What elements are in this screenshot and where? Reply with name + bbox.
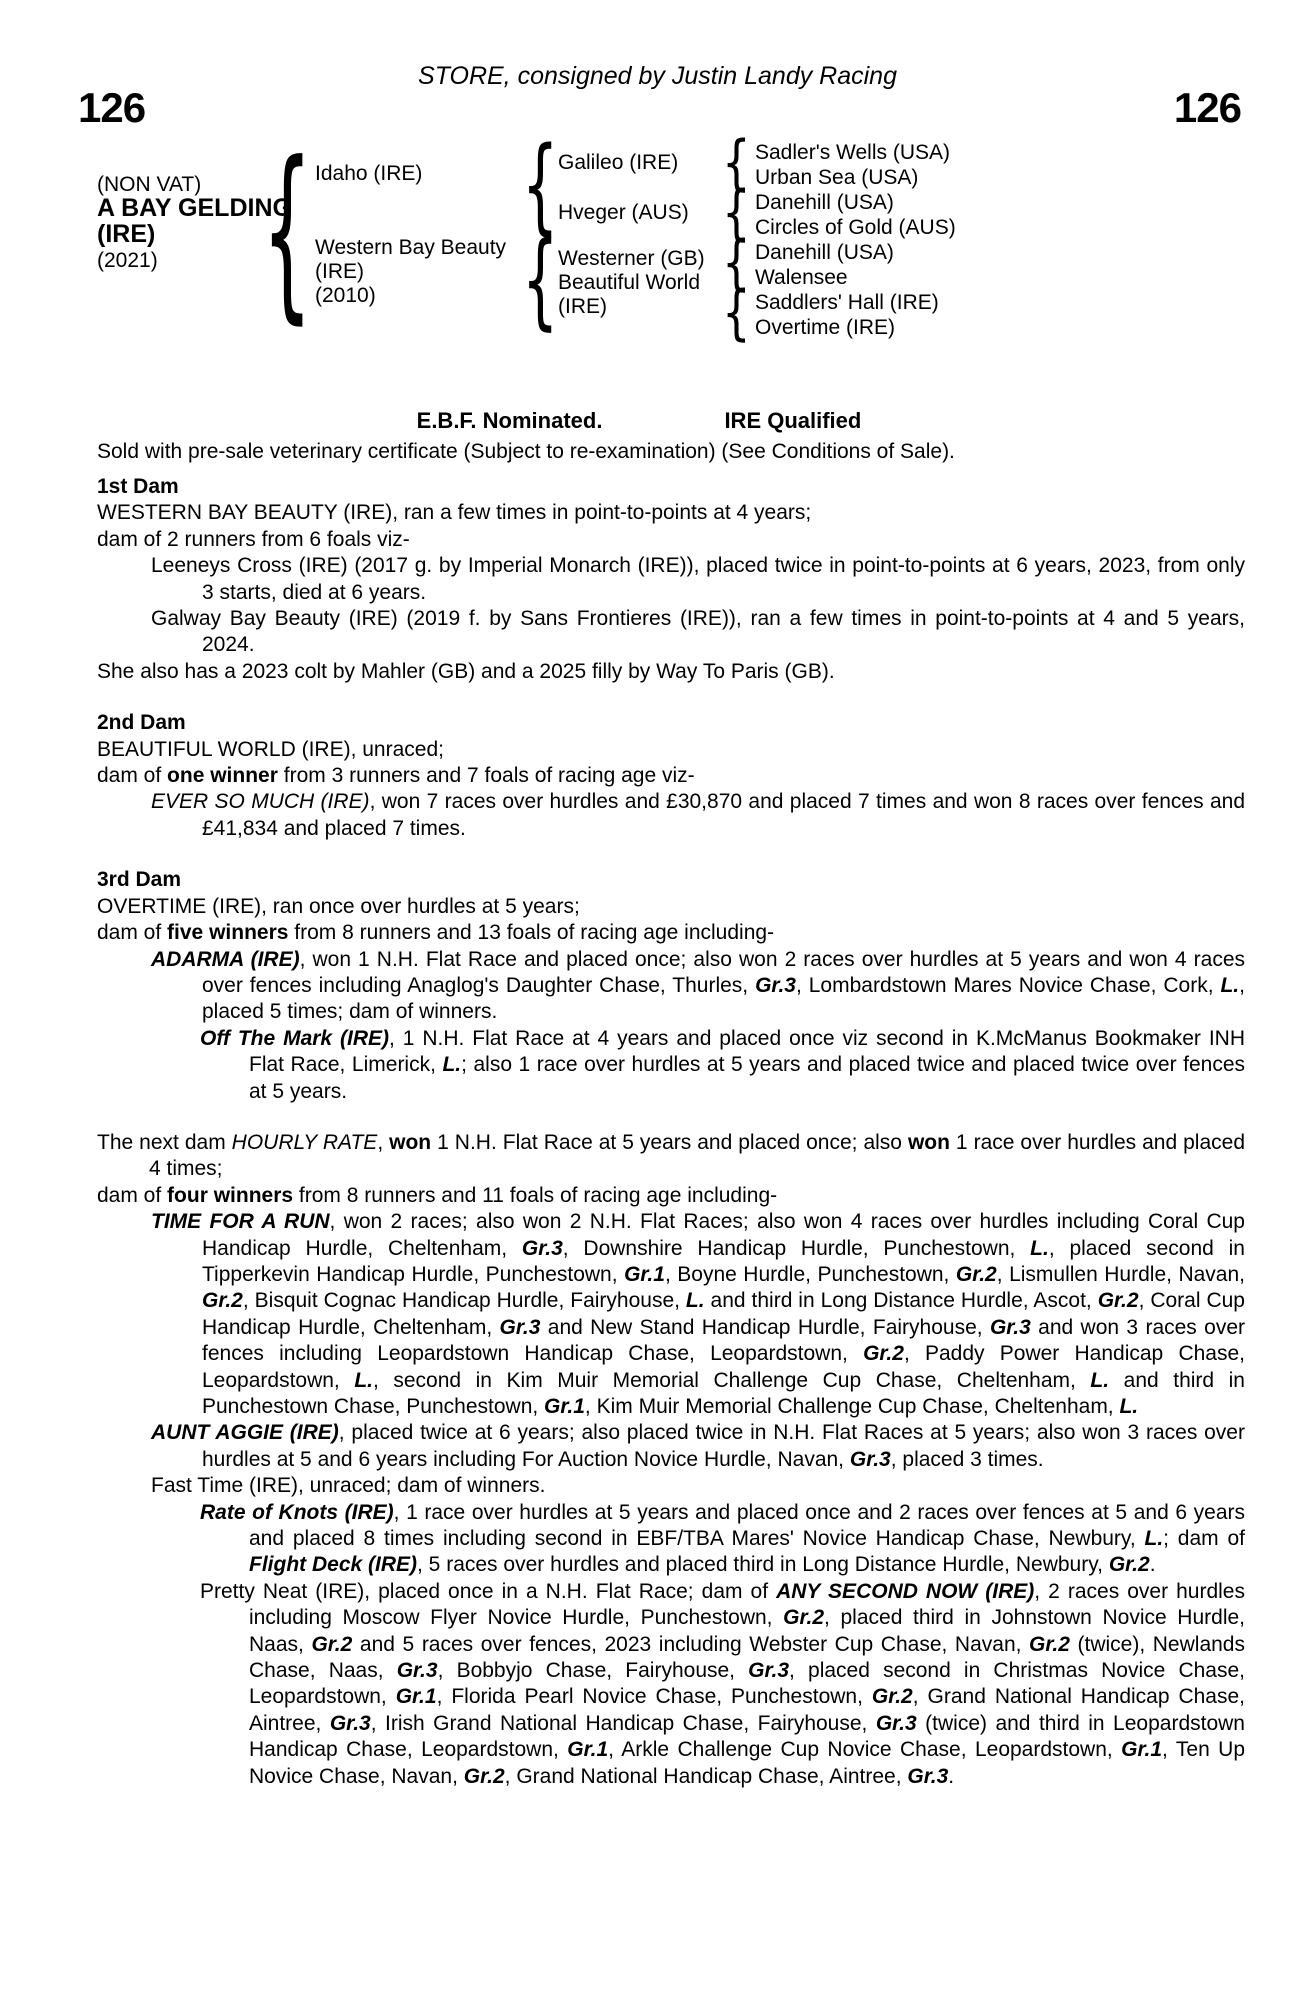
text-run: Gr.3 — [329, 1711, 371, 1735]
section-heading: 1st Dam — [97, 475, 179, 498]
text-run: L. — [685, 1289, 705, 1313]
text-run: She also has a 2023 colt by Mahler (GB) and a 2025 filly by Way To Paris (GB). — [97, 659, 835, 683]
text-run: Gr.2 — [871, 1685, 913, 1709]
text-run: , 5 races over hurdles and placed third in Long Distance Hurdle, Newbury, — [417, 1553, 1109, 1577]
pedigree-entry: (IRE) — [558, 295, 607, 318]
text-run: , Grand National Handicap Chase, Aintree, — [249, 1685, 1245, 1735]
lot-number-left: 126 — [78, 84, 146, 131]
text-run: L. — [1144, 1527, 1164, 1551]
text-run: The next dam — [97, 1130, 232, 1154]
pedigree-paragraph — [97, 1026, 1245, 1105]
pedigree-dam: Western Bay Beauty — [315, 236, 507, 259]
text-run: dam of — [97, 921, 168, 945]
text-run: Gr.3 — [521, 1236, 563, 1260]
text-run: Flight Deck (IRE) — [249, 1553, 418, 1577]
text-run: Gr.1 — [567, 1738, 609, 1762]
text-run: Gr.3 — [989, 1315, 1031, 1339]
text-run: , Lombardstown Mares Novice Chase, Cork, — [795, 973, 1221, 997]
text-run: ; dam of — [1163, 1527, 1245, 1551]
text-run: , 2 races over hurdles including Moscow Flyer Novice Hurdle, Punchestown, — [249, 1579, 1245, 1630]
text-run: 1 N.H. Flat Race at 5 years and placed once; also — [431, 1130, 908, 1154]
text-run: and New Stand Handicap Hurdle, Fairyhouse, — [540, 1315, 990, 1339]
text-run: , placed 3 times. — [890, 1447, 1044, 1471]
text-run: four winners — [167, 1183, 294, 1207]
horse-name: A BAY GELDING — [97, 194, 292, 222]
text-run: Gr.3 — [875, 1711, 917, 1735]
pedigree-paragraph — [97, 920, 1245, 946]
text-run: , placed second in Christmas Novice Chase, Leopardstown, — [249, 1659, 1245, 1709]
pedigree-paragraph — [97, 606, 1245, 659]
text-run: one winner — [167, 764, 278, 788]
text-run: Gr.2 — [311, 1632, 353, 1656]
text-run: Gr.2 — [1108, 1553, 1150, 1577]
brace-icon: { — [722, 128, 751, 198]
text-run: , won 1 N.H. Flat Race and placed once; also won 2 races over hurdles at 5 years and won 4 races over fences including Anaglog's Daughter Chase, Thurles, — [202, 947, 1245, 997]
pedigree-paragraph — [97, 1130, 1245, 1183]
text-run: and 5 races over fences, 2023 including Webster Cup Chase, Navan, — [352, 1632, 1030, 1656]
text-run: BEAUTIFUL WORLD (IRE), unraced; — [97, 737, 444, 761]
text-run: Leeneys Cross (IRE) (2017 g. by Imperial Monarch (IRE)), placed twice in point-to-points at 6 years, 2023, from only 3 starts, died at 6 years. — [151, 554, 1245, 604]
pedigree-paragraph — [97, 1183, 1245, 1209]
brace-icon: { — [262, 122, 313, 341]
text-run: , Downshire Handicap Hurdle, Punchestown, — [562, 1236, 1031, 1260]
pedigree-paragraph — [97, 763, 1245, 789]
text-run: dam of — [97, 764, 168, 788]
ebf-nominated-label: E.B.F. Nominated. — [416, 408, 603, 433]
text-run: dam of 2 runners from 6 foals viz- — [97, 527, 410, 551]
pedigree-entry: Walensee — [755, 266, 848, 289]
text-run: EVER SO MUCH (IRE) — [151, 790, 370, 814]
text-run: Gr.2 — [955, 1262, 997, 1286]
text-run: , — [377, 1130, 390, 1154]
text-run: , Coral Cup Handicap Hurdle, Cheltenham, — [202, 1289, 1245, 1339]
text-run: L. — [354, 1368, 373, 1392]
text-run: Off The Mark (IRE) — [200, 1026, 390, 1050]
ire-qualified-label: IRE Qualified — [724, 408, 862, 433]
text-run: WESTERN BAY BEAUTY (IRE), ran a few times in point-to-points at 4 years; — [97, 501, 812, 525]
text-run: ANY SECOND NOW (IRE) — [776, 1579, 1035, 1603]
pedigree-paragraph — [97, 553, 1245, 606]
pedigree-paragraph — [97, 1209, 1245, 1420]
text-run: , Lismullen Hurdle, Navan, — [996, 1262, 1245, 1286]
pedigree-entry: Circles of Gold (AUS) — [755, 216, 956, 239]
text-run: Gr.3 — [849, 1447, 891, 1471]
text-run: five winners — [167, 921, 289, 945]
qualification-row — [65, 408, 1213, 434]
text-run: Pretty Neat (IRE), placed once in a N.H. Flat Race; dam of — [200, 1579, 777, 1603]
text-run: , Irish Grand National Handicap Chase, Fairyhouse, — [370, 1711, 876, 1735]
text-run: , placed third in Johnstown Novice Hurdle, Naas, — [249, 1606, 1245, 1656]
text-run: , won 7 races over hurdles and £30,870 and placed 7 times and won 8 races over fences and £41,834 and placed 7 times. — [202, 790, 1245, 840]
horse-foaling-year: (2021) — [97, 249, 158, 272]
consignor-line: STORE, consigned by Justin Landy Racing — [418, 62, 897, 90]
pedigree-paragraph — [97, 737, 1245, 763]
text-run: dam of — [97, 1183, 168, 1207]
pedigree-entry: Galileo (IRE) — [558, 151, 679, 174]
pedigree-entry: Danehill (USA) — [755, 191, 894, 214]
text-run: and won 3 races over fences including Leopardstown Handicap Chase, Leopardstown, — [202, 1315, 1245, 1366]
text-run: L. — [1090, 1368, 1110, 1392]
pedigree-paragraph — [97, 500, 1245, 526]
text-run: , Boyne Hurdle, Punchestown, — [664, 1262, 956, 1286]
pedigree-entry: Sadler's Wells (USA) — [755, 141, 950, 164]
text-run: (twice) and third in Leopardstown Handicap Chase, Leopardstown, — [249, 1711, 1245, 1762]
text-run: L. — [442, 1053, 462, 1077]
text-run: ; also 1 race over hurdles at 5 years and placed twice and placed twice over fences at 5 years. — [249, 1053, 1245, 1103]
text-run: , Bobbyjo Chase, Fairyhouse, — [437, 1659, 749, 1683]
text-run: from 8 runners and 13 foals of racing age including- — [288, 921, 775, 945]
text-run: , Paddy Power Handicap Chase, Leopardstown, — [202, 1342, 1245, 1392]
text-run: won — [907, 1130, 950, 1154]
text-run: Gr.1 — [1121, 1738, 1163, 1762]
text-run: L. — [1030, 1236, 1049, 1260]
pedigree-sire: Idaho (IRE) — [315, 162, 423, 185]
pedigree-paragraph — [97, 1579, 1245, 1790]
text-run: and third in Long Distance Hurdle, Ascot, — [704, 1289, 1098, 1313]
pedigree-dam-suffix: (IRE) — [315, 260, 364, 283]
text-run: Gr.2 — [1029, 1632, 1070, 1656]
text-run: L. — [1220, 973, 1240, 997]
text-run: from 8 runners and 11 foals of racing age including- — [293, 1183, 778, 1207]
text-run: AUNT AGGIE (IRE) — [151, 1421, 339, 1445]
brace-icon: { — [522, 219, 559, 341]
text-run: Gr.1 — [544, 1395, 585, 1418]
lot-number-right: 126 — [1173, 84, 1241, 131]
text-run: Gr.1 — [395, 1685, 437, 1709]
text-run: Fast Time (IRE), unraced; dam of winners. — [151, 1474, 546, 1498]
text-run: . — [1149, 1553, 1156, 1577]
vet-certificate-note: Sold with pre-sale veterinary certificate (Subject to re-examination) (See Conditions of Sale). — [97, 440, 955, 463]
pedigree-entry: Westerner (GB) — [558, 247, 705, 270]
text-run: , second in Kim Muir Memorial Challenge Cup Chase, Cheltenham, — [372, 1368, 1091, 1392]
text-run: Gr.3 — [755, 973, 796, 997]
text-run: , Kim Muir Memorial Challenge Cup Chase, Cheltenham, — [584, 1395, 1120, 1418]
brace-icon: { — [722, 228, 751, 298]
text-run: , placed twice at 6 years; also placed twice in N.H. Flat Races at 5 years; also won 3 races over hurdles at 5 and 6 years including For Auction Novice Hurdle, Navan, — [202, 1421, 1245, 1471]
text-run: Gr.1 — [624, 1262, 665, 1286]
pedigree-paragraph — [97, 894, 1245, 920]
pedigree-entry: Danehill (USA) — [755, 241, 894, 264]
text-run: , Ten Up Novice Chase, Navan, — [249, 1738, 1245, 1788]
text-run: won — [389, 1130, 432, 1154]
text-run: , Arkle Challenge Cup Novice Chase, Leopardstown, — [608, 1738, 1122, 1762]
text-run: , placed 5 times; dam of winners. — [202, 973, 1245, 1024]
text-run: Rate of Knots (IRE) — [200, 1500, 394, 1524]
pedigree-paragraph — [97, 947, 1245, 1026]
text-run: Gr.2 — [463, 1764, 505, 1788]
text-run: , placed second in Tipperkevin Handicap Hurdle, Punchestown, — [202, 1236, 1245, 1286]
text-run: Gr.3 — [396, 1659, 438, 1683]
text-run: TIME FOR A RUN — [151, 1210, 330, 1234]
text-run: (twice), Newlands Chase, Naas, — [249, 1632, 1245, 1683]
text-run: Gr.2 — [783, 1606, 825, 1630]
text-run: , Florida Pearl Novice Chase, Punchestown, — [436, 1685, 872, 1709]
pedigree-dam-year: (2010) — [315, 284, 376, 307]
pedigree-paragraph — [97, 1473, 1245, 1499]
pedigree-entry: Saddlers' Hall (IRE) — [755, 291, 939, 314]
non-vat-label: (NON VAT) — [97, 173, 202, 196]
pedigree-paragraph — [97, 1500, 1245, 1579]
pedigree-paragraph — [97, 527, 1245, 553]
pedigree-entry: Urban Sea (USA) — [755, 166, 919, 189]
text-run: Gr.3 — [748, 1659, 790, 1683]
section-heading: 3rd Dam — [97, 868, 182, 892]
brace-icon: { — [722, 178, 751, 248]
text-run: , Bisquit Cognac Handicap Hurdle, Fairyhouse, — [242, 1289, 686, 1313]
text-run: from 3 runners and 7 foals of racing age viz- — [277, 764, 695, 788]
pedigree-paragraph — [97, 789, 1245, 842]
brace-icon: { — [522, 124, 559, 246]
pedigree-paragraph — [97, 1420, 1245, 1473]
pedigree-entry: Hveger (AUS) — [558, 201, 689, 224]
horse-suffix: (IRE) — [97, 220, 156, 248]
text-run: 1 race over hurdles and placed 4 times; — [149, 1130, 1246, 1181]
text-run: , 1 N.H. Flat Race at 4 years and placed once viz second in K.McManus Bookmaker INH Flat Race, Limerick, — [249, 1026, 1245, 1077]
pedigree-paragraph — [97, 659, 1245, 685]
text-run: Gr.2 — [1097, 1289, 1139, 1313]
text-run: and third in Punchestown Chase, Punchestown, — [202, 1368, 1245, 1418]
text-run: , 1 race over hurdles at 5 years and placed once and 2 races over fences at 5 and 6 years and placed 8 times including second in EBF/TBA Mares' Novice Handicap Chase, Newbury, — [249, 1500, 1245, 1551]
brace-icon: { — [722, 278, 751, 348]
text-run: , Grand National Handicap Chase, Aintree, — [504, 1764, 908, 1788]
pedigree-sections — [97, 474, 1245, 1790]
text-run: Gr.3 — [907, 1764, 949, 1788]
text-run: Gr.2 — [202, 1289, 243, 1313]
section-heading: 2nd Dam — [97, 711, 186, 735]
text-run: Gr.2 — [863, 1342, 904, 1366]
text-run: HOURLY RATE — [231, 1130, 378, 1154]
pedigree-entry: Overtime (IRE) — [755, 316, 896, 339]
text-run: , won 2 races; also won 2 N.H. Flat Races; also won 4 races over hurdles including Coral Cup Handicap Hurdle, Cheltenham, — [202, 1210, 1245, 1260]
pedigree-entry: Beautiful World — [558, 271, 701, 294]
text-run: . — [948, 1764, 955, 1788]
text-run: Galway Bay Beauty (IRE) (2019 f. by Sans Frontieres (IRE)), ran a few times in point-to-points at 4 and 5 years, 2024. — [151, 607, 1245, 657]
text-run: L. — [1119, 1395, 1139, 1418]
text-run: OVERTIME (IRE), ran once over hurdles at 5 years; — [97, 894, 580, 918]
text-run: ADARMA (IRE) — [151, 947, 300, 971]
text-run: Gr.3 — [499, 1315, 541, 1339]
